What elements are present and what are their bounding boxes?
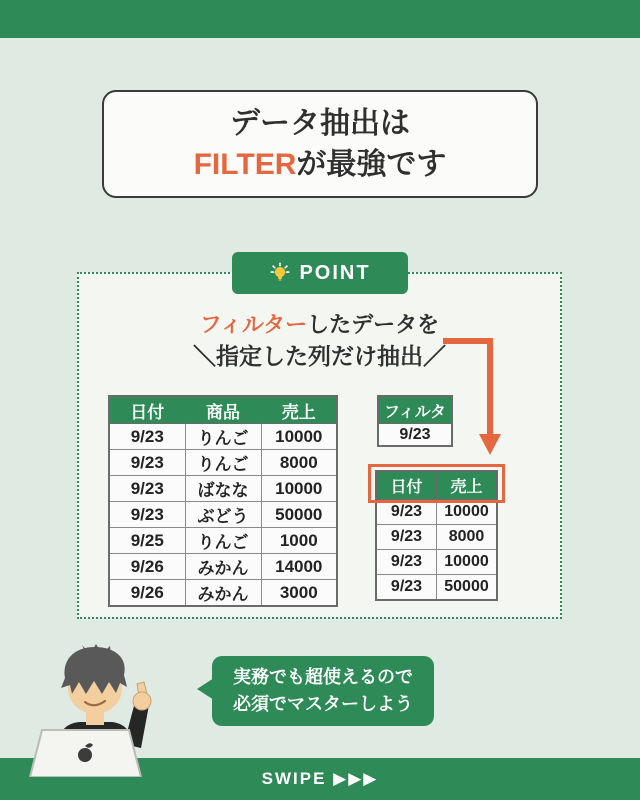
title-card xyxy=(102,90,538,198)
table-cell: みかん xyxy=(185,580,261,607)
table-cell: 50000 xyxy=(437,575,498,601)
point-badge xyxy=(232,252,408,294)
table-row xyxy=(376,575,497,601)
table-cell: 9/25 xyxy=(109,528,185,554)
table-cell: 9/23 xyxy=(109,450,185,476)
column-header: 売上 xyxy=(437,471,498,500)
data-table xyxy=(375,470,498,601)
table-cell: ぶどう xyxy=(185,502,261,528)
column-header: 商品 xyxy=(185,396,261,424)
speech-bubble xyxy=(212,656,434,726)
speech-bubble-tail xyxy=(197,678,214,700)
table-cell: りんご xyxy=(185,450,261,476)
table-cell: 9/23 xyxy=(378,424,452,447)
table-cell: 9/23 xyxy=(109,424,185,450)
instruction-highlight: フィルター xyxy=(199,312,308,337)
swipe-label: SWIPE ▶▶▶ xyxy=(261,769,379,788)
table-cell: ばなな xyxy=(185,476,261,502)
table-row xyxy=(109,554,337,580)
table-row xyxy=(109,502,337,528)
column-header: 売上 xyxy=(261,396,337,424)
table-row xyxy=(376,550,497,575)
lightbulb-icon xyxy=(269,262,291,284)
table-cell: 10000 xyxy=(261,424,337,450)
speech-line-1: 実務でも超使えるので xyxy=(233,667,413,687)
table-cell: 10000 xyxy=(437,500,498,525)
table-cell: 1000 xyxy=(261,528,337,554)
table-cell: 9/23 xyxy=(376,525,437,550)
title-line-2 xyxy=(194,146,447,184)
title-rest: が最強です xyxy=(296,148,447,181)
table-cell: 50000 xyxy=(261,502,337,528)
speech-line-2: 必須でマスターしよう xyxy=(233,694,413,714)
table-cell: 3000 xyxy=(261,580,337,607)
column-header: フィルタ xyxy=(378,396,452,424)
table-cell: 10000 xyxy=(261,476,337,502)
table-cell: 9/26 xyxy=(109,554,185,580)
table-cell: 10000 xyxy=(437,550,498,575)
table-cell: 9/23 xyxy=(376,550,437,575)
table-cell: 9/23 xyxy=(109,476,185,502)
table-row xyxy=(109,476,337,502)
table-cell: 9/23 xyxy=(376,500,437,525)
table-cell: 9/23 xyxy=(109,502,185,528)
instruction-rest: したデータを xyxy=(307,312,440,337)
table-row xyxy=(109,528,337,554)
table-row xyxy=(109,450,337,476)
table-row xyxy=(376,500,497,525)
point-label: POINT xyxy=(299,261,371,284)
table-cell: 9/26 xyxy=(109,580,185,607)
column-header: 日付 xyxy=(376,471,437,500)
result-table xyxy=(375,470,498,601)
table-cell: 8000 xyxy=(437,525,498,550)
table-cell: りんご xyxy=(185,528,261,554)
column-header: 日付 xyxy=(109,396,185,424)
top-border-bar xyxy=(0,0,640,38)
source-table xyxy=(108,395,338,607)
table-cell: 8000 xyxy=(261,450,337,476)
table-row xyxy=(109,580,337,607)
character-illustration xyxy=(12,642,182,777)
arrow-down-icon xyxy=(430,330,510,470)
title-highlight: FILTER xyxy=(193,148,297,181)
table-row xyxy=(109,424,337,450)
table-cell: りんご xyxy=(185,424,261,450)
title-line-1: データ抽出は xyxy=(230,106,410,140)
table-row xyxy=(376,525,497,550)
data-table xyxy=(108,395,338,607)
table-cell: 14000 xyxy=(261,554,337,580)
table-cell: 9/23 xyxy=(376,575,437,601)
instruction-line-2: ＼指定した列だけ抽出／ xyxy=(193,343,446,369)
table-cell: みかん xyxy=(185,554,261,580)
